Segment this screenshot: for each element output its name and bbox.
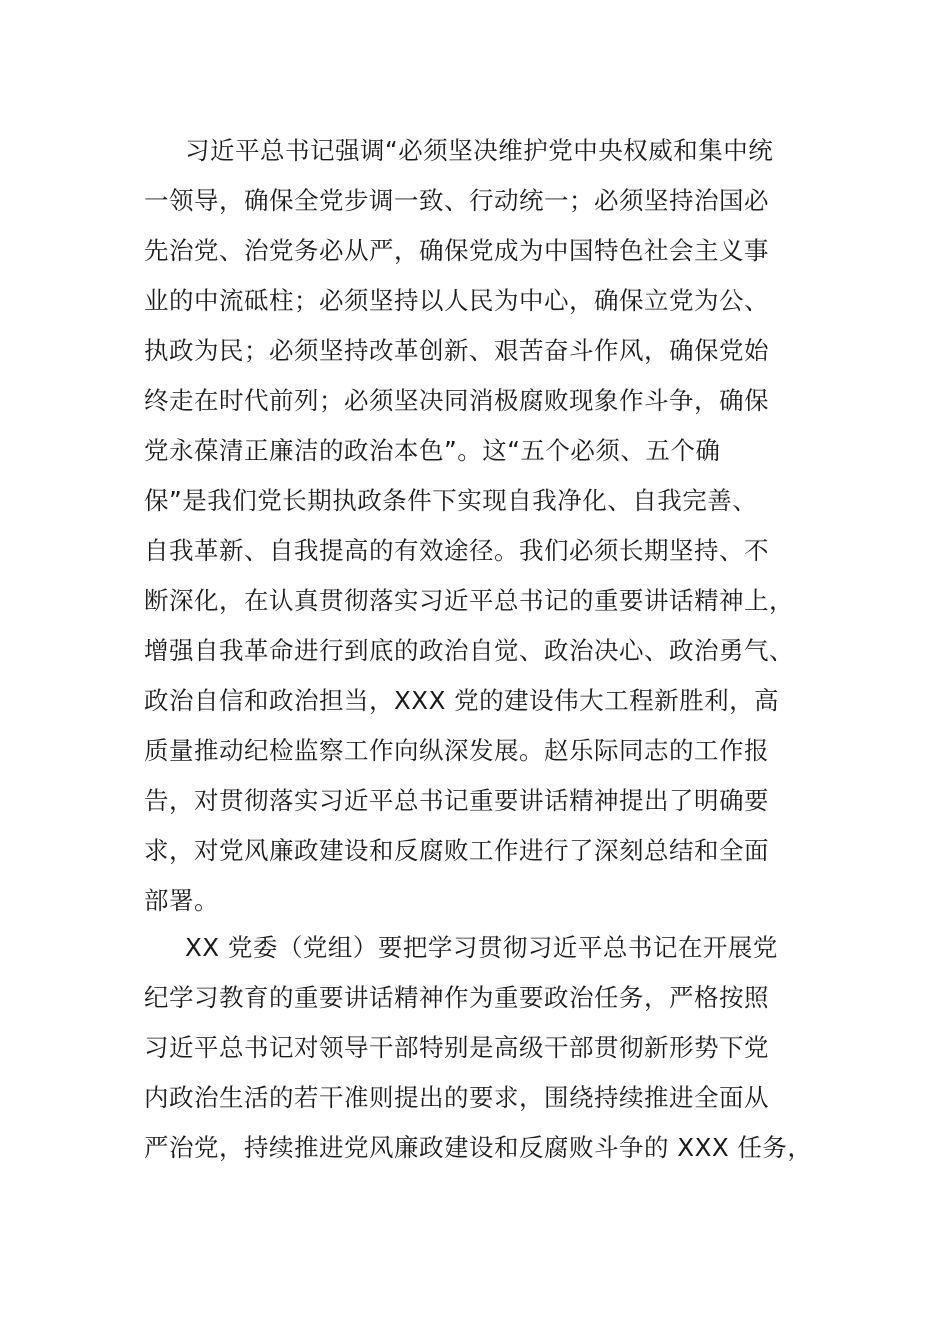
text-line: 告，对贯彻落实习近平总书记重要讲话精神提出了明确要 — [144, 786, 769, 815]
text-line: 纪学习教育的重要讲话精神作为重要政治任务，严格按照 — [144, 983, 769, 1012]
text-line: 执政为民；必须坚持改革创新、艰苦奋斗作风，确保党始 — [144, 336, 769, 365]
paragraph-2 — [144, 923, 824, 1173]
text-line: 习近平总书记强调“必须坚决维护党中央权威和集中统 — [185, 136, 774, 165]
text-line: 部署。 — [144, 886, 219, 915]
text-line: 业的中流砥柱；必须坚持以人民为中心，确保立党为公、 — [144, 286, 769, 315]
paragraph-1 — [144, 126, 824, 926]
text-line: 严治党，持续推进党风廉政建设和反腐败斗争的 XXX 任务， — [144, 1133, 813, 1162]
text-line: 习近平总书记对领导干部特别是高级干部贯彻新形势下党 — [144, 1033, 769, 1062]
text-line: 内政治生活的若干准则提出的要求，围绕持续推进全面从 — [144, 1083, 769, 1112]
text-line: 终走在时代前列；必须坚决同消极腐败现象作斗争，确保 — [144, 386, 769, 415]
text-line: XX 党委（党组）要把学习贯彻习近平总书记在开展党 — [185, 933, 778, 962]
text-line: 保”是我们党长期执政条件下实现自我净化、自我完善、 — [144, 486, 758, 515]
text-line: 自我革新、自我提高的有效途径。我们必须长期坚持、不 — [144, 536, 769, 565]
text-line: 求，对党风廉政建设和反腐败工作进行了深刻总结和全面 — [144, 836, 769, 865]
text-line: 一领导，确保全党步调一致、行动统一；必须坚持治国必 — [144, 186, 769, 215]
text-line: 断深化，在认真贯彻落实习近平总书记的重要讲话精神上， — [144, 586, 794, 615]
text-line: 先治党、治党务必从严，确保党成为中国特色社会主义事 — [144, 236, 769, 265]
text-line: 质量推动纪检监察工作向纵深发展。赵乐际同志的工作报 — [144, 736, 769, 765]
text-line: 增强自我革命进行到底的政治自觉、政治决心、政治勇气、 — [144, 636, 794, 665]
text-line: 党永葆清正廉洁的政治本色”。这“五个必须、五个确 — [144, 436, 721, 465]
text-line: 政治自信和政治担当，XXX 党的建设伟大工程新胜利，高 — [144, 686, 780, 715]
